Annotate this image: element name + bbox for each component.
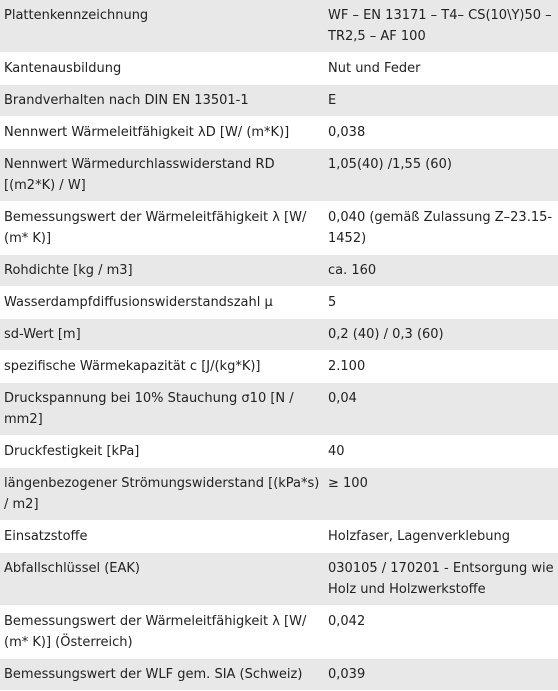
table-row: [0, 351, 558, 383]
table-row: [0, 117, 558, 149]
table-row: [0, 255, 558, 287]
row-value: E: [324, 85, 558, 117]
row-label: Wasserdampfdiffusionswiderstandszahl μ: [0, 287, 324, 319]
table-row: [0, 606, 558, 659]
row-value: 0,040 (gemäß Zulassung Z–23.15-1452): [324, 202, 558, 255]
table-row: [0, 659, 558, 691]
row-value: 1,05(40) /1,55 (60): [324, 149, 558, 202]
row-value: 2.100: [324, 351, 558, 383]
table-row: [0, 468, 558, 521]
row-value: 0,2 (40) / 0,3 (60): [324, 319, 558, 351]
row-value: Holzfaser, Lagenverklebung: [324, 521, 558, 553]
row-value: WF – EN 13171 – T4– CS(10\Y)50 – TR2,5 – AF 100: [324, 0, 558, 53]
row-label: spezifische Wärmekapazität c [J/(kg*K)]: [0, 351, 324, 383]
table-row: [0, 149, 558, 202]
row-label: Bemessungswert der Wärmeleitfähigkeit λ [W/ (m* K)]: [0, 202, 324, 255]
table-row: [0, 383, 558, 436]
row-value: Nut und Feder: [324, 53, 558, 85]
table-row: [0, 436, 558, 468]
row-label: sd-Wert [m]: [0, 319, 324, 351]
table-row: [0, 0, 558, 53]
row-value: 0,042: [324, 606, 558, 659]
row-value: ≥ 100: [324, 468, 558, 521]
table-row: [0, 553, 558, 606]
row-value: 40: [324, 436, 558, 468]
table-row: [0, 521, 558, 553]
row-label: Plattenkennzeichnung: [0, 0, 324, 53]
row-value: ca. 160: [324, 255, 558, 287]
row-label: Abfallschlüssel (EAK): [0, 553, 324, 606]
table-row: [0, 53, 558, 85]
row-label: Brandverhalten nach DIN EN 13501-1: [0, 85, 324, 117]
row-label: Druckspannung bei 10% Stauchung σ10 [N / mm2]: [0, 383, 324, 436]
table-row: [0, 287, 558, 319]
row-label: Kantenausbildung: [0, 53, 324, 85]
row-value: 0,038: [324, 117, 558, 149]
row-label: Bemessungswert der WLF gem. SIA (Schweiz): [0, 659, 324, 691]
row-label: längenbezogener Strömungswiderstand [(kPa*s) / m2]: [0, 468, 324, 521]
row-label: Nennwert Wärmeleitfähigkeit λD [W/ (m*K)]: [0, 117, 324, 149]
row-value: 030105 / 170201 - Entsorgung wie Holz und Holzwerkstoffe: [324, 553, 558, 606]
row-label: Rohdichte [kg / m3]: [0, 255, 324, 287]
table-row: [0, 85, 558, 117]
table-row: [0, 319, 558, 351]
row-label: Nennwert Wärmedurchlasswiderstand RD [(m2*K) / W]: [0, 149, 324, 202]
row-label: Druckfestigkeit [kPa]: [0, 436, 324, 468]
row-value: 0,04: [324, 383, 558, 436]
row-label: Einsatzstoffe: [0, 521, 324, 553]
table-row: [0, 202, 558, 255]
row-label: Bemessungswert der Wärmeleitfähigkeit λ [W/ (m* K)] (Österreich): [0, 606, 324, 659]
row-value: 5: [324, 287, 558, 319]
row-value: 0,039: [324, 659, 558, 691]
